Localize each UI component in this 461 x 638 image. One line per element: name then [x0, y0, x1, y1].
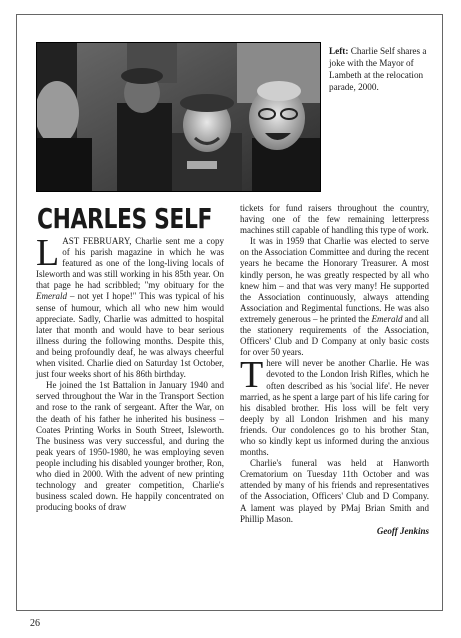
paragraph-1 — [36, 232, 224, 380]
paragraph-4-text-end: and all the stationery requirements of the Association, Officers' Club and D Company at only basic costs for over 50 years. — [240, 313, 429, 358]
drop-cap-l: L — [36, 232, 60, 274]
drop-cap-t: T — [240, 354, 264, 397]
article-headline: CHARLES SELF — [37, 202, 213, 235]
paragraph-4 — [240, 236, 429, 358]
paragraph-1-text-start: AST FEBRUARY, Charlie sent me a copy of his parish magazine in which he was featured as one of the long-living locals of Isleworth and was still working in his 85th year. On that page he had scribbled; "my obituary for the — [36, 236, 224, 291]
paragraph-2: He joined the 1st Battalion in January 1940 and served throughout the War in the Transport Section and rose to the rank of sergeant. After the War, on the death of his father he inherited his business – Coates Printing Works in South Street, Isleworth. The business was very successful, and during the peak years of 1950-1980, he was employing seven people including his disabled younger brother, Ron, who died in 2000. With the advent of new printing technology and greater competition, Charlie's business scaled down. He happily concentrated on producing books of draw — [36, 380, 224, 513]
paragraph-3: tickets for fund raisers throughout the country, having one of the few remaining letterpress machines still capable of handling this type of work. — [240, 203, 429, 236]
paragraph-4-text-start: It was in 1959 that Charlie was elected to serve on the Association Committee and during the recent years he became the Honorary Treasurer. A most kindly person, he was greatly respected by all who knew him – and that was very many! He supported the Association continuously, always attending Association and Regimental functions. He was also extremely generous – he printed the — [240, 236, 429, 324]
author-signature: Geoff Jenkins — [376, 525, 429, 536]
photo-image — [37, 43, 321, 192]
paragraph-5-text: here will never be another Charlie. He was devoted to the London Irish Rifles, which he often described as his 'social life'. He never married, as he spent a large part of his life caring for his disabled brother. His loss will be felt very deeply by all London Irishmen and his many friends. Our condolences go to his brother Stan, who so kindly kept us informed during the anxious months. — [240, 358, 429, 458]
caption-text: Charlie Self shares a joke with the Mayor of Lambeth at the relocation parade, 2000. — [329, 46, 427, 92]
caption-lead: Left: — [329, 46, 349, 56]
emerald-title: Emerald — [36, 291, 67, 302]
paragraph-5 — [240, 354, 429, 458]
paragraph-1-text-end: – not yet I hope!" This was typical of his sense of humour, which all who new him would appreciate. Sadly, Charlie was admitted to hospital later that month and would have to bear serious illness during the following months. Despite this, and being profoundly deaf, he was always cheerful when visited. Charlie died on Saturday 1st October, just four weeks short of his 86th birthday. — [36, 291, 224, 380]
page-number: 26 — [30, 618, 40, 629]
photo-caption — [329, 45, 429, 93]
emerald-title-2: Emerald — [371, 313, 403, 324]
photo-charlie-self-and-mayor — [36, 42, 321, 192]
article-column-right — [240, 203, 429, 537]
article-column-left — [36, 232, 224, 513]
paragraph-6: Charlie's funeral was held at Hanworth Crematorium on Tuesday 11th October and was attended by many of his friends and representatives of the Association, Officers' Club and D Company. A lament was played by PMaj Brian Smith and Phillip Mason. — [240, 458, 429, 524]
